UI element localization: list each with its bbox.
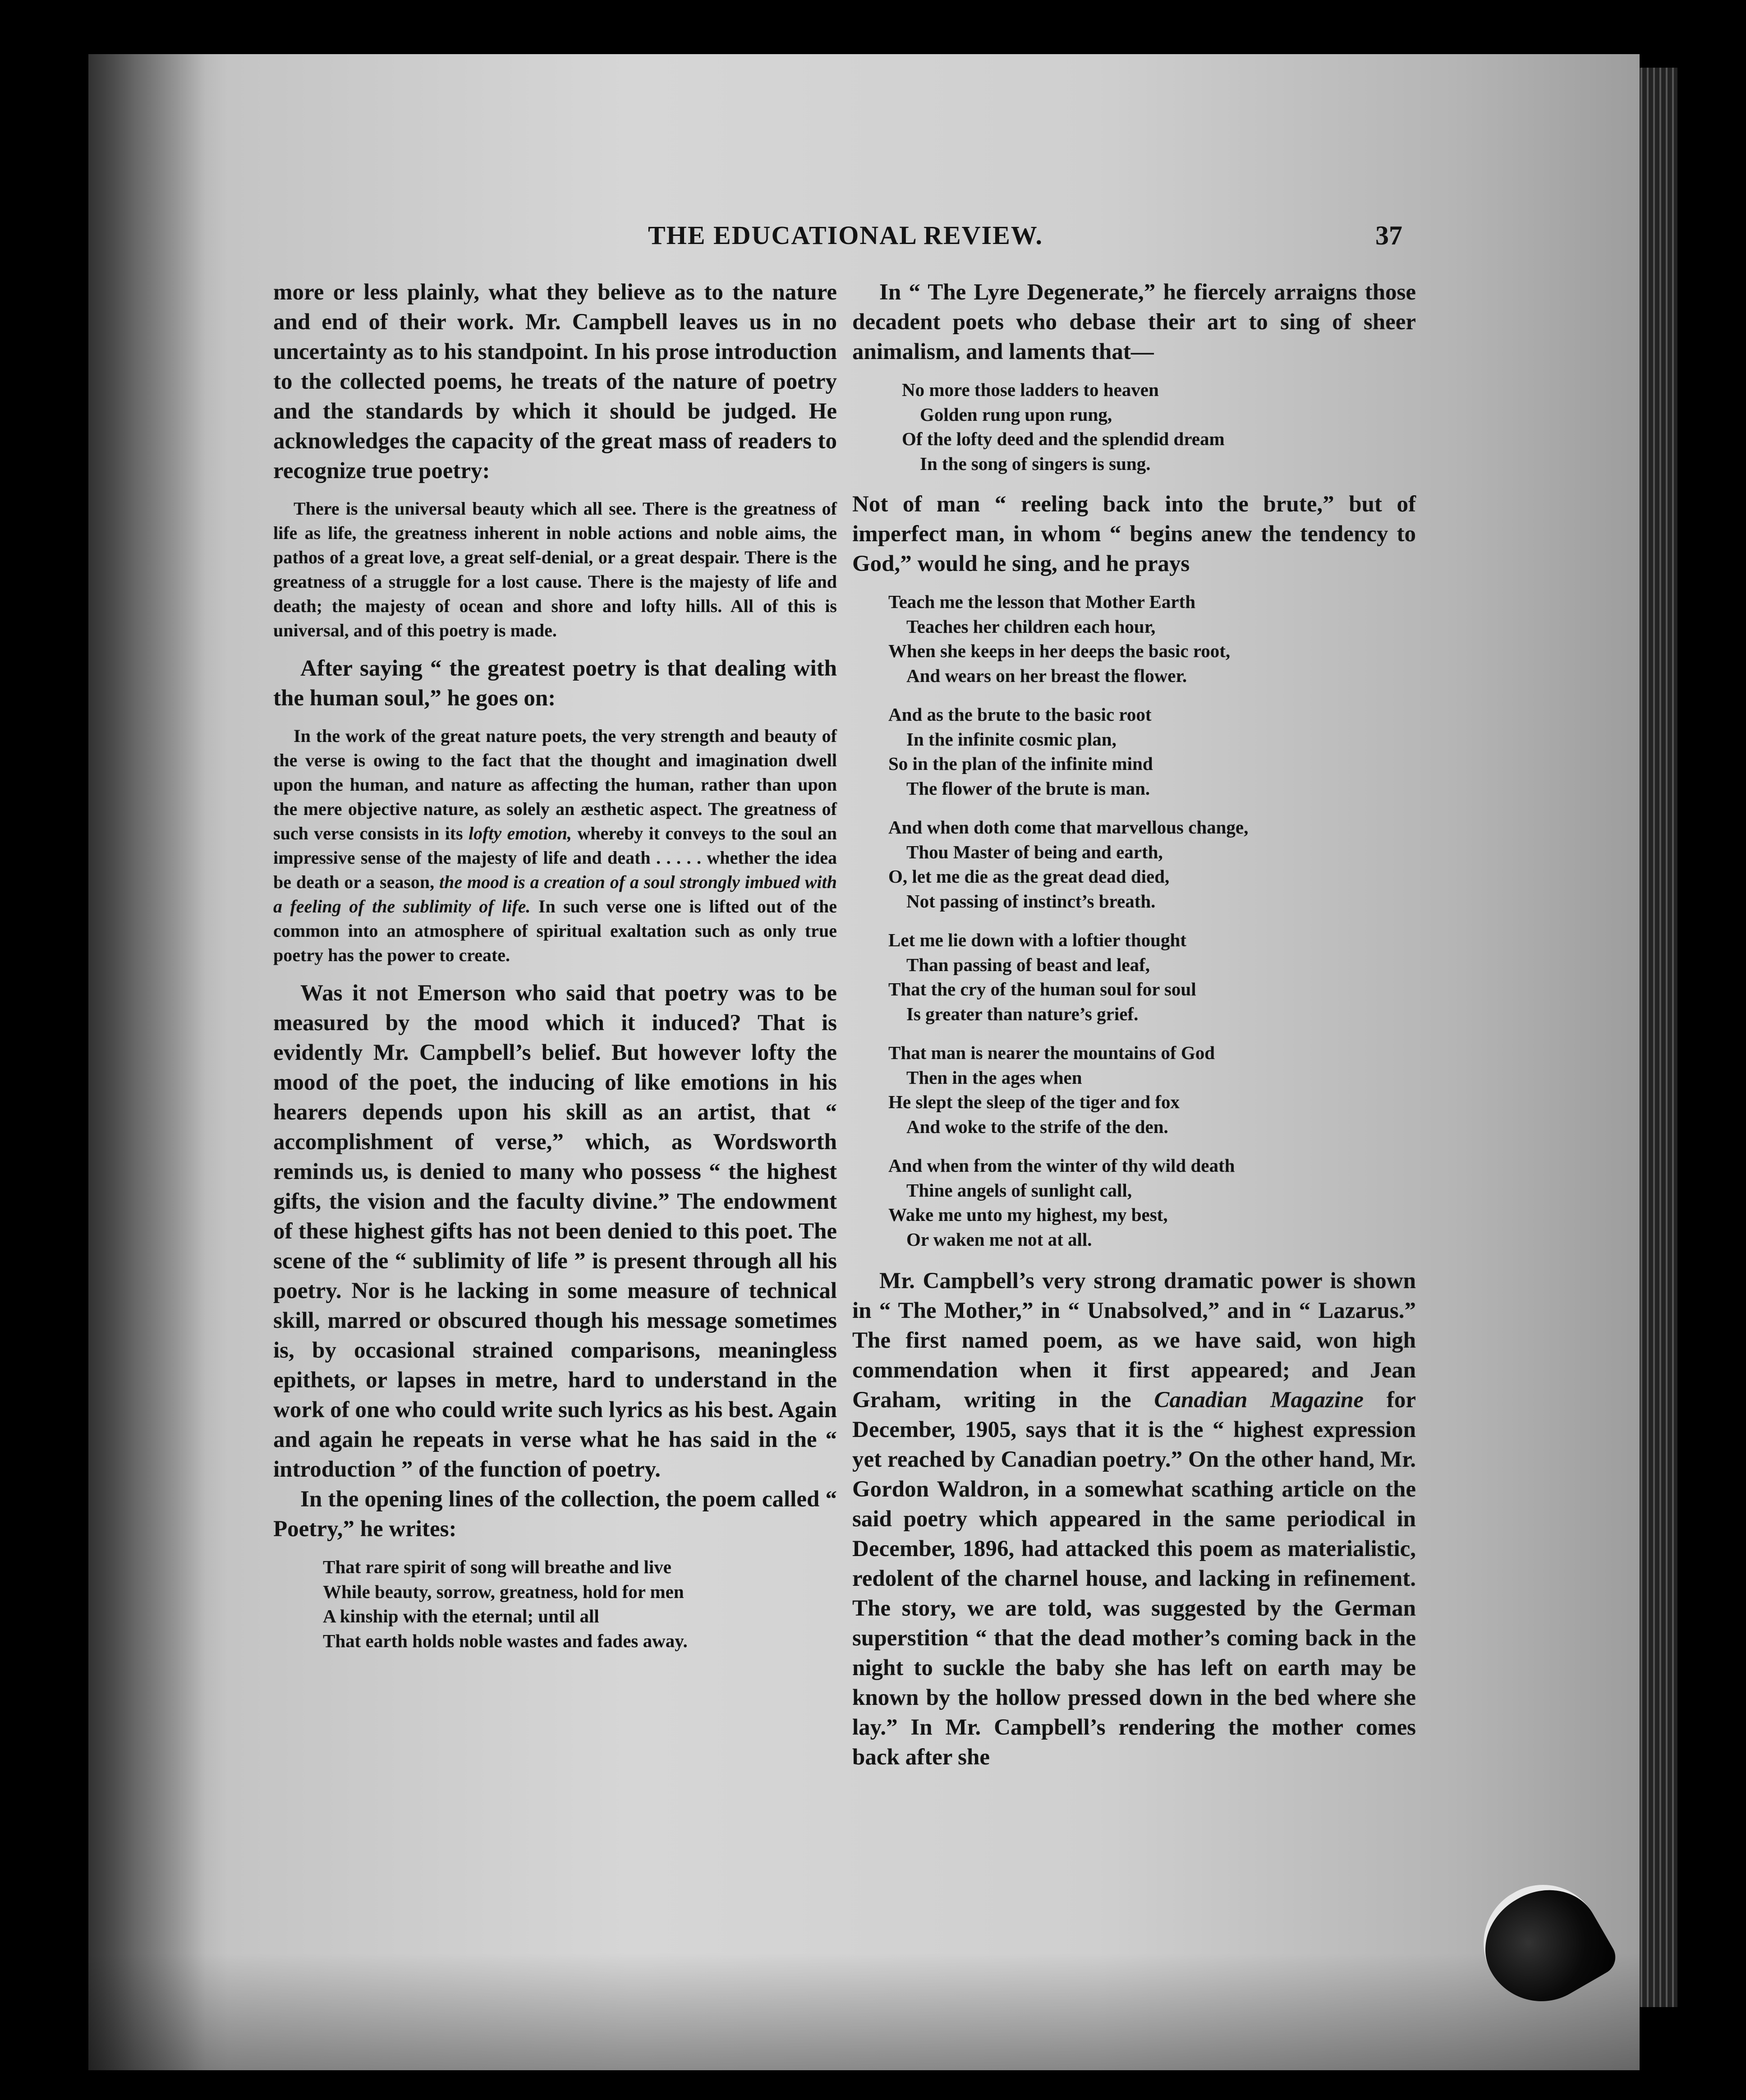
paragraph-text: Mr. Campbell’s very strong dramatic power is shown in “ The Mother,” in “ Unabsolved,” and in “ Lazarus.” The first named poem, as we have said, won high commendation when it first appeared; and Jean Graham, writing in the	[852, 1268, 1416, 1413]
stanza	[888, 589, 1416, 688]
poem-line: That rare spirit of song will breathe and live	[323, 1557, 671, 1577]
poem-line: Thine angels of sunlight call,	[906, 1179, 1132, 1201]
quote-italic-text: the mood is a creation of a soul strongly imbued with a feeling of the sublimity of life.	[273, 872, 837, 916]
paragraph: In “ The Lyre Degenerate,” he fiercely arraigns those decadent poets who debase their art to sing of sheer animalism, and laments that—	[852, 280, 1416, 364]
poem-line: Teaches her children each hour,	[906, 616, 1156, 637]
running-head: THE EDUCATIONAL REVIEW.	[648, 221, 1043, 250]
poem-line: That the cry of the human soul for soul	[888, 979, 1196, 999]
poem-excerpt	[323, 1555, 837, 1653]
poem-line: Thou Master of being and earth,	[906, 841, 1163, 862]
block-quote: There is the universal beauty which all see. There is the greatness of life as life, the greatness inherent in noble actions and noble aims, the pathos of a great love, a great self-denial, or a great despair. There is the greatness of a struggle for a lost cause. There is the majesty of life and death; the majesty of ocean and shore and lofty hills. All of this is universal, and of this poetry is made.	[273, 498, 837, 640]
page-bottom-shadow	[88, 1953, 1640, 2070]
paragraph-text: for December, 1905, says that it is the “ highest expression yet reached by Canadian poetry.” On the other hand, Mr. Gordon Waldron, in a somewhat scathing article on the said poetry which appeared in the same periodical in December, 1896, had attacked this poem as materialistic, redolent of the charnel house, and lacking in refinement. The story, we are told, was suggested by the German superstition “ that the dead mother’s coming back in the night to suckle the baby she has left on earth may be known by the hollow pressed down in the bed where she lay.” In Mr. Campbell’s rendering the mother comes back after she	[852, 1387, 1416, 1770]
poem-line: Than passing of beast and leaf,	[906, 954, 1150, 975]
right-column	[852, 277, 1416, 1772]
poem-line: In the infinite cosmic plan,	[906, 728, 1117, 750]
stanza	[888, 815, 1416, 913]
poem-line: While beauty, sorrow, greatness, hold for men	[323, 1581, 684, 1602]
poem-line: Not passing of instinct’s breath.	[906, 890, 1156, 912]
paragraph-italic-text: Canadian Magazine	[1154, 1387, 1364, 1413]
poem-line: No more those ladders to heaven	[902, 379, 1159, 400]
poem-line: Teach me the lesson that Mother Earth	[888, 591, 1196, 612]
poem-line: Then in the ages when	[906, 1067, 1082, 1088]
paragraph: In the opening lines of the collection, the poem called “ Poetry,” he writes:	[273, 1487, 837, 1542]
quote-text: In the work of the great nature poets, the very strength and beauty of the verse is owing to the fact that the thought and imagination dwell upon the human, and nature as affecting the human, rather than upon the mere objective nature, as solely an æsthetic aspect. The greatness of such verse consists in its	[273, 726, 837, 843]
poem-line: Golden rung upon rung,	[920, 404, 1112, 425]
stanza	[888, 702, 1416, 801]
poem-line: That man is nearer the mountains of God	[888, 1042, 1215, 1063]
poem-line: In the song of singers is sung.	[920, 453, 1151, 474]
poem-line: Or waken me not at all.	[906, 1229, 1092, 1250]
stanza	[888, 928, 1416, 1026]
stanza	[888, 1153, 1416, 1252]
poem-line: Of the lofty deed and the splendid dream	[902, 428, 1225, 449]
poem-prayer	[888, 589, 1416, 1252]
paragraph: After saying “ the greatest poetry is that dealing with the human soul,” he goes on:	[273, 656, 837, 711]
poem-line: That earth holds noble wastes and fades away.	[323, 1630, 688, 1651]
paragraph: Not of man “ reeling back into the brute,” but of imperfect man, in whom “ begins anew the tendency to God,” would he sing, and he prays	[852, 492, 1416, 576]
paragraph: more or less plainly, what they believe as to the nature and end of their work. Mr. Campbell leaves us in no uncertainty as to his standpoint. In his prose introduction to the collected poems, he treats of the nature of poetry and the standards by which it should be judged. He acknowledges the capacity of the great mass of readers to recognize true poetry:	[273, 280, 837, 484]
poem-line: Is greater than nature’s grief.	[906, 1003, 1139, 1024]
poem-line: And wears on her breast the flower.	[906, 665, 1187, 686]
poem-line: Wake me unto my highest, my best,	[888, 1204, 1168, 1225]
poem-line: The flower of the brute is man.	[906, 778, 1150, 799]
poem-line: And woke to the strife of the den.	[906, 1116, 1168, 1137]
poem-line: And when from the winter of thy wild death	[888, 1155, 1235, 1176]
quote-italic-text: lofty emotion,	[468, 823, 572, 843]
page-number: 37	[1375, 221, 1402, 250]
left-column	[273, 277, 837, 1667]
stanza	[888, 1041, 1416, 1139]
poem-line: He slept the sleep of the tiger and fox	[888, 1091, 1180, 1112]
poem-excerpt	[902, 378, 1416, 476]
poem-line: A kinship with the eternal; until all	[323, 1606, 599, 1626]
poem-line: When she keeps in her deeps the basic root,	[888, 640, 1231, 661]
paragraph	[852, 1266, 1416, 1772]
page-gutter-shadow	[88, 54, 206, 2070]
poem-line: O, let me die as the great dead died,	[888, 866, 1170, 887]
block-quote	[273, 724, 837, 967]
paragraph: Was it not Emerson who said that poetry was to be measured by the mood which it induced? That is evidently Mr. Campbell’s belief. But however lofty the mood of the poet, the inducing of like emotions in his hearers depends upon his skill as an artist, that “ accomplishment of verse,” which, as Wordsworth reminds us, is denied to many who possess “ the highest gifts, the vision and the faculty divine.” The endowment of these highest gifts has not been denied to this poet. The scene of the “ sublimity of life ” is present through all his poetry. Nor is he lacking in some measure of technical skill, marred or obscured though his message sometimes is, by occasional strained comparisons, meaningless epithets, or lapses in metre, hard to understand in the work of one who could write such lyrics as his best. Again and again he repeats in verse what he has said in the “ introduction ” of the function of poetry.	[273, 981, 837, 1482]
poem-line: So in the plan of the infinite mind	[888, 753, 1153, 774]
quote-text: In such verse one is lifted out of the common into an atmosphere of spiritual exaltation such as only true poetry has the power to create.	[273, 896, 837, 965]
poem-line: And as the brute to the basic root	[888, 704, 1152, 725]
poem-line: And when doth come that marvellous change,	[888, 817, 1249, 838]
quote-text: whereby it conveys to the soul an impressive sense of the majesty of life and death . . . . . whether the idea be death or a season,	[273, 823, 837, 892]
poem-line: Let me lie down with a loftier thought	[888, 930, 1186, 950]
